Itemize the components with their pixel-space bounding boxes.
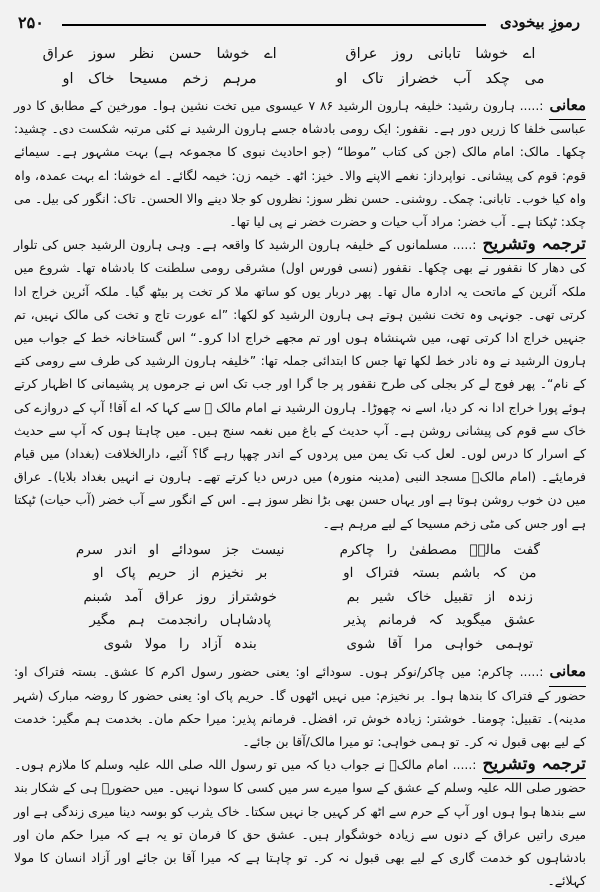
couplet-line bbox=[14, 42, 586, 67]
running-title: رموزِ بیخودی bbox=[494, 13, 586, 31]
hemistich: مرہم زخم مسیحا خاک او bbox=[62, 71, 257, 87]
explanation-heading: ترجمہ وتشریح bbox=[482, 753, 586, 776]
meanings-section-2 bbox=[14, 660, 586, 753]
hemistich: اے خوشا حسن نظر سوز عراق bbox=[42, 46, 277, 62]
meanings-heading: معانی bbox=[549, 94, 586, 117]
hemistich: بر نخیزم از حریم پاک او bbox=[93, 565, 268, 582]
hemistich: توہمی خواہی مرا آقا شوی bbox=[346, 635, 534, 652]
hemistich: من کہ باشم بستہ فتراک او bbox=[343, 565, 537, 582]
hemistich: خوشتراز روز عراق آمد شبنم bbox=[83, 588, 277, 605]
explanation-section-1 bbox=[14, 233, 586, 535]
explanation-section-2 bbox=[14, 753, 586, 892]
explanation-text: :..... امام مالکؒ نے جواب دیا کہ میں تو رسول اللہ صلی اللہ علیہ وسلم کا ملازم ہوں۔ حضور صلی اللہ علیہ وسلم کے عشق کے سوا میرے سر میں کسی کا سودا نہیں۔ میں حضورؐ ہی کے شکار بند سے بندھا ہوا ہوں اور آپ کے حرم سے اٹھ کر کہیں جا نہیں سکتا۔ خاک یثرب کو بوسہ دینا میری زندگی ہے اور میری راتیں عراق کے دنوں سے زیادہ خوشگوار ہیں۔ عشق حق کا فرمان تو یہ ہے کہ میرا حکم مان اور بادشاہوں کو خدمت گاری کے لیے بھی قبول نہ کر۔ تو چاہتا ہے کہ میرا آقا بن جائے اور آزاد انسان کا مولا کہلائے۔ bbox=[14, 757, 586, 889]
hemistich: اے خوشا تابانی روز عراق bbox=[345, 46, 536, 62]
meanings-section-1 bbox=[14, 94, 586, 233]
header-rule bbox=[62, 24, 486, 26]
hemistich: نیست جز سودائے او اندر سرم bbox=[75, 541, 285, 558]
hemistich: عشق میگوید کہ فرمانم پذیر bbox=[344, 612, 536, 629]
hemistich: گفت مالکؒ مصطفیٰ را چاکرم bbox=[339, 541, 540, 558]
explanation-text: :..... مسلمانوں کے خلیفہ ہارون الرشید کا واقعہ ہے۔ وہی ہارون الرشید جس کی تلوار کی دھار کا نقفور نے بھی چکھا۔ نقفور (نسی فورس اول) مشرقی رومی سلطنت کا بادشاہ تھا۔ شروع میں ملکہ آئرین کے ماتحت یہ ادارہ مال تھا۔ پھر دربار یوں کو ساتھ ملا کر تخت پر بیٹھ گیا۔ ملکہ آئرین خراج ادا کرتی تھی۔ جونہی وہ تخت نشین ہوتے ہی ہارون الرشید کو لکھا: ”اے عورت تاج و تخت کی مالک نہیں، تم جنہیں خراج ادا کرتی تھی، میں شہنشاہ ہوں اور تم مجھے خراج ادا کرو۔“ اس گستاخانہ خط کے جواب میں ہارون الرشید نے وہ نادر خط لکھا تھا جس کا ابتدائی جملہ تھا: ”خلیفہ ہارون الرشید کی طرف سے رومی کتے کے نام“۔ پھر فوج لے کر بجلی کی طرح نقفور پر جا گرا اور جب تک اس نے جرموں پر پشیمانی کا اظہار کرتے ہوئے پورا خراج ادا نہ کر دیا، اسے نہ چھوڑا۔ ہارون الرشید نے امام مالک ؒ سے کہا کہ اے آقا! آپ کے دروازے کی خاک سے قوم کی پیشانی روشن ہے۔ آپ حدیث کے باغ میں نغمہ سنج ہیں۔ میں چاہتا ہوں کہ آپ سے حدیث کے اسرار کا درس لوں۔ لعل کب تک یمن میں پردوں کے اندر چھپا رہے گا؟ آئیے، دارالخلافت (بغداد) میں قیام فرمایئے۔ (امام مالکؒ مسجد النبی (مدینہ منورہ) میں درس دیا کرتے تھے۔ ہارون نے انہیں بغداد بلایا)۔ عراق میں دن خوب روشن ہوتا ہے اور یہاں حسن بھی بڑا نظر سوز ہے۔ اس کے انگور سے آب خضر (آب حیات) ٹپکتا ہے اور جس کی مٹی زخم مسیحا کے لیے مرہم ہے۔ bbox=[14, 237, 586, 531]
poem-line bbox=[14, 633, 586, 657]
meanings-text: :..... چاکرم: میں چاکر/نوکر ہوں۔ سودائے او: یعنی حضور رسول اکرم کا عشق۔ بستہ فتراک او: حضور کے فتراک کا بندھا ہوا۔ بر نخیزم: میں نہیں اٹھوں گا۔ حریم پاک او: یعنی حضور کا روضہ مبارک (شہر مدینہ)۔ تقبیل: چومنا۔ خوشتر: زیادہ خوش تر، افضل۔ فرمانم پذیر: میرا حکم مان۔ بخدمت ہم مگیر: خدمت کے لیے بھی قبول نہ کر۔ تو ہمی خواہی: تو میرا مالک/آقا بن جائے۔ bbox=[14, 664, 586, 749]
poem-line bbox=[14, 609, 586, 633]
top-couplet bbox=[14, 42, 586, 92]
page-header bbox=[14, 6, 586, 38]
couplet-line bbox=[14, 67, 586, 92]
hemistich: می چکد آب خضراز تاک او bbox=[336, 71, 545, 87]
meanings-text: :..... ہارون رشید: خلیفہ ہارون الرشید ۸۶ ۷ عیسوی میں تخت نشین ہوا۔ مورخین کے مطابق کا دور عباسی خلفا کا زریں دور ہے۔ نقفور: ایک رومی بادشاہ جسے ہارون الرشید نے کئی مرتبہ شکست دی۔ چشید: چکھا۔ مالک: امام مالک (جن کی کتاب ”موطا“ (جو احادیث نبوی کا مجموعہ ہے) بہت مشہور ہے۔ سیمائے قوم: قوم کی پیشانی۔ نواپرداز: نغمے الاپنے والا۔ خیز: اٹھ۔ خیمہ زن: خیمہ لگائے۔ اے خوشا: اے بہت عمدہ، واہ واہ کیا خوب۔ تابانی: چمک۔ روشنی۔ حسن نظر سوز: نظروں کو جلا دینے والا الحسن۔ تاک: انگور کی بیل۔ می چکد: ٹپکتا ہے۔ آب خضر: مراد آب حیات و حضرت خضر نے پی لیا تھا۔ bbox=[14, 98, 586, 230]
poem-line bbox=[14, 586, 586, 610]
explanation-heading: ترجمہ وتشریح bbox=[482, 233, 586, 256]
poem-line bbox=[14, 562, 586, 586]
poem-line bbox=[14, 539, 586, 563]
page-number: ۲۵۰ bbox=[14, 13, 48, 32]
hemistich: زندہ از تقبیل خاک شیر بم bbox=[346, 588, 533, 605]
hemistich: پادشاہاں رانجدمت ہم مگیر bbox=[89, 612, 271, 629]
hemistich: بندہ آزاد را مولا شوی bbox=[103, 635, 257, 652]
meanings-heading: معانی bbox=[549, 660, 586, 683]
persian-poem bbox=[14, 539, 586, 657]
